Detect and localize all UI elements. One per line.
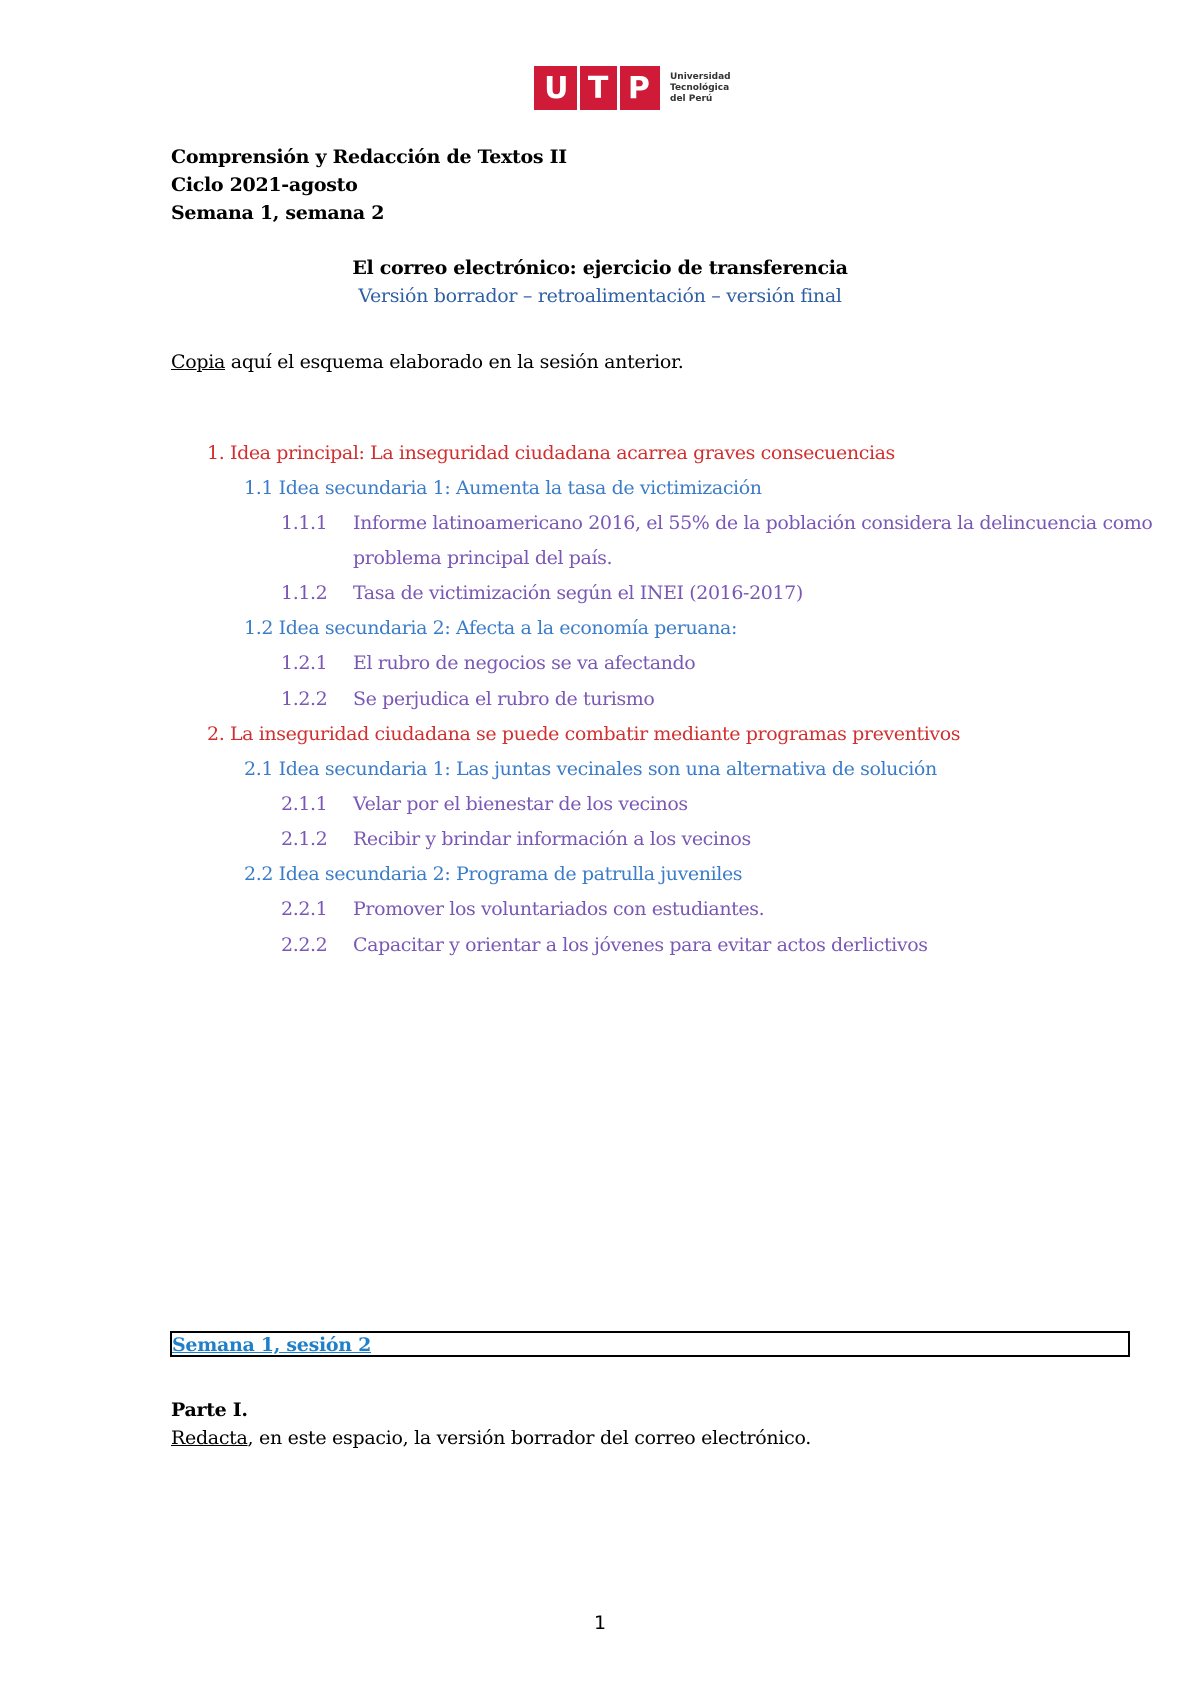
outline-item [281,898,764,920]
draft-verb: Redacta [171,1427,248,1449]
outline-item: 1. Idea principal: La inseguridad ciudadana acarrea graves consecuencias [207,442,895,464]
outline-number: 1.1.1 [281,512,328,534]
outline-number: 1.2.1 [281,652,328,674]
outline-item [281,828,751,850]
document-subtitle: Versión borrador – retroalimentación – versión final [358,285,842,307]
cycle: Ciclo 2021-agosto [171,174,358,196]
draft-instruction [171,1427,811,1449]
outline-item [281,934,928,956]
logo-letter-t: T [587,70,609,106]
outline-number: 2.1.1 [281,793,328,815]
section-heading: Semana 1, sesión 2 [172,1334,372,1356]
logo-letter-u: U [544,70,569,106]
outline-text: Velar por el bienestar de los vecinos [353,793,688,815]
logo-letter-p: P [627,70,650,106]
outline-item: 2. La inseguridad ciudadana se puede combatir mediante programas preventivos [207,723,961,745]
copy-instruction-text: aquí el esquema elaborado en la sesión anterior. [225,351,684,373]
copy-instruction [171,351,684,373]
draft-instruction-text: , en este espacio, la versión borrador del correo electrónico. [247,1427,811,1449]
outline-number: 1.2.2 [281,688,328,710]
outline-item: 1.1 Idea secundaria 1: Aumenta la tasa de victimización [244,477,762,499]
copy-verb: Copia [171,351,226,373]
document-title: El correo electrónico: ejercicio de transferencia [352,257,848,279]
outline-text: Promover los voluntariados con estudiantes. [353,898,765,920]
utp-logo-mark [534,66,660,110]
outline-text: Tasa de victimización según el INEI (2016-2017) [353,582,803,604]
utp-logo-name: Universidad Tecnológica del Perú [670,71,731,104]
outline-number: 2.1.2 [281,828,328,850]
outline-item [281,688,654,710]
week: Semana 1, semana 2 [171,202,385,224]
outline-item [281,793,688,815]
outline-text: Capacitar y orientar a los jóvenes para evitar actos derlictivos [353,934,928,956]
outline-number: 2.2.2 [281,934,328,956]
outline-item: 2.1 Idea secundaria 1: Las juntas vecinales son una alternativa de solución [244,758,937,780]
outline-item [281,512,1152,534]
outline-item [281,582,803,604]
course-name: Comprensión y Redacción de Textos II [171,146,567,168]
utp-logo [534,66,731,110]
outline-item [281,652,695,674]
outline-text: Se perjudica el rubro de turismo [353,688,655,710]
outline-item [281,547,612,569]
outline-number: 2.2.1 [281,898,328,920]
outline-item: 1.2 Idea secundaria 2: Afecta a la economía peruana: [244,617,737,639]
outline-number: 1.1.2 [281,582,328,604]
outline-text: Recibir y brindar información a los vecinos [353,828,751,850]
outline-text: Informe latinoamericano 2016, el 55% de la población considera la delincuencia como [353,512,1153,534]
part-heading: Parte I. [171,1399,248,1421]
page-number: 1 [593,1612,607,1634]
outline-text: El rubro de negocios se va afectando [353,652,696,674]
section-heading-box [170,1331,1130,1357]
outline-text: problema principal del país. [353,547,613,569]
outline-item: 2.2 Idea secundaria 2: Programa de patrulla juveniles [244,863,743,885]
